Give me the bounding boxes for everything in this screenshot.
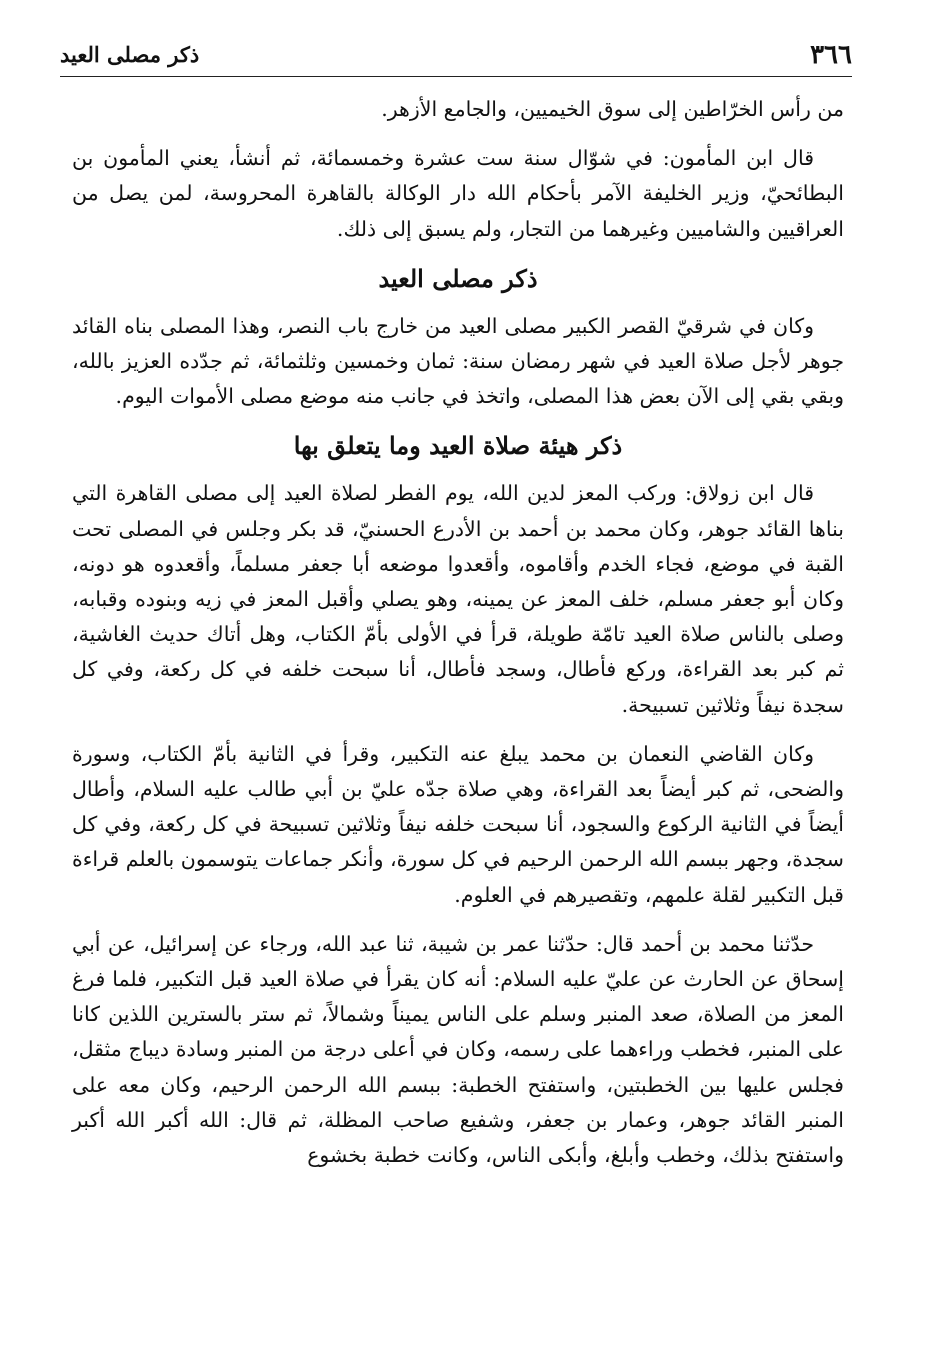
page-number: ٣٦٦ (810, 40, 852, 70)
running-title: ذكر مصلى العيد (60, 42, 200, 67)
paragraph: قال ابن زولاق: وركب المعز لدين الله، يوم الفطر لصلاة العيد إلى مصلى القاهرة التي بناها القائد جوهر، وكان محمد بن أحمد بن الأدرع الحسنيّ، قد بكر وجلس في المصلى تحت القبة في موضع، فجاء الخدم وأقاموه، وأقعدوا موضعه أبا جعفر مسلماً، وأقعدوه هو دونه، وكان أبو جعفر مسلم، خلف المعز عن يمينه، وهو يصلي وأقبل المعز في زيه وبنوده وقبابه، وصلى بالناس صلاة العيد تامّة طويلة، قرأ في الأولى بأمّ الكتاب، وهل أتاك حديث الغاشية، ثم كبر بعد القراءة، وركع فأطال، وسجد فأطال، أنا سبحت خلفه في كل ركعة، وفي كل سجدة نيفاً وثلاثين تسبيحة. (72, 481, 845, 717)
paragraph: حدّثنا محمد بن أحمد قال: حدّثنا عمر بن شيبة، ثنا عبد الله، ورجاء عن إسرائيل، عن أبي إسحاق عن الحارث عن عليّ عليه السلام: أنه كان يقرأ في صلاة العيد قبل التكبير، فلما فرغ المعز من الصلاة، صعد المنبر وسلم على الناس يميناً وشمالاً، ثم ستر بالسترين اللذين كانا على المنبر، فخطب وراءهما على رسمه، وكان في أعلى درجة من المنبر وسادة ديباج مثقل، فجلس عليها بين الخطبتين، واستفتح الخطبة: ببسم الله الرحمن الرحيم، وكان معه على المنبر القائد جوهر، وعمار بن جعفر، وشفيع صاحب المظلة، ثم قال: الله أكبر الله أكبر واستفتح بذلك، وخطب وأبلغ، وأبكى الناس، وكانت خطبة بخشوع (72, 931, 844, 1168)
paragraph: قال ابن المأمون: في شوّال سنة ست عشرة وخمسمائة، ثم أنشأ، يعني المأمون بن البطائحيّ، وزير الخليفة الآمر بأحكام الله دار الوكالة بالقاهرة المحروسة، لمن يصل من العراقيين والشاميين وغيرهما من التجار، ولم يسبق إلى ذلك. (72, 146, 844, 241)
paragraph: وكان القاضي النعمان بن محمد يبلغ عنه التكبير، وقرأ في الثانية بأمّ الكتاب، وسورة والضحى، ثم كبر أيضاً بعد القراءة، وهي صلاة جدّه عليّ بن أبي طالب عليه السلام، وأطال أيضاً في الثانية الركوع والسجود، أنا سبحت خلفه نيفاً وثلاثين تسبيحة في كل ركعة، وفي كل سجدة، وجهر ببسم الله الرحمن الرحيم في كل سورة، وأنكر جماعات يتوسمون بالعلم قراءة قبل التكبير لقلة علمهم، وتقصيرهم في العلوم. (72, 741, 844, 907)
section-heading: ذكر مصلى العيد (378, 263, 538, 293)
page-body (72, 92, 844, 1187)
page-header (60, 36, 852, 77)
paragraph: وكان في شرقيّ القصر الكبير مصلى العيد من خارج باب النصر، وهذا المصلى بناه القائد جوهر لأجل صلاة العيد في شهر رمضان سنة: ثمان وخمسين وثلثمائة، ثم جدّده العزيز بالله، وبقي بقي إلى الآن بعض هذا المصلى، واتخذ في جانب منه موضع مصلى الأموات اليوم. (72, 313, 844, 409)
section-heading: ذكر هيئة صلاة العيد وما يتعلق بها (293, 431, 623, 461)
paragraph: من رأس الخرّاطين إلى سوق الخيميين، والجامع الأزهر. (381, 97, 844, 121)
